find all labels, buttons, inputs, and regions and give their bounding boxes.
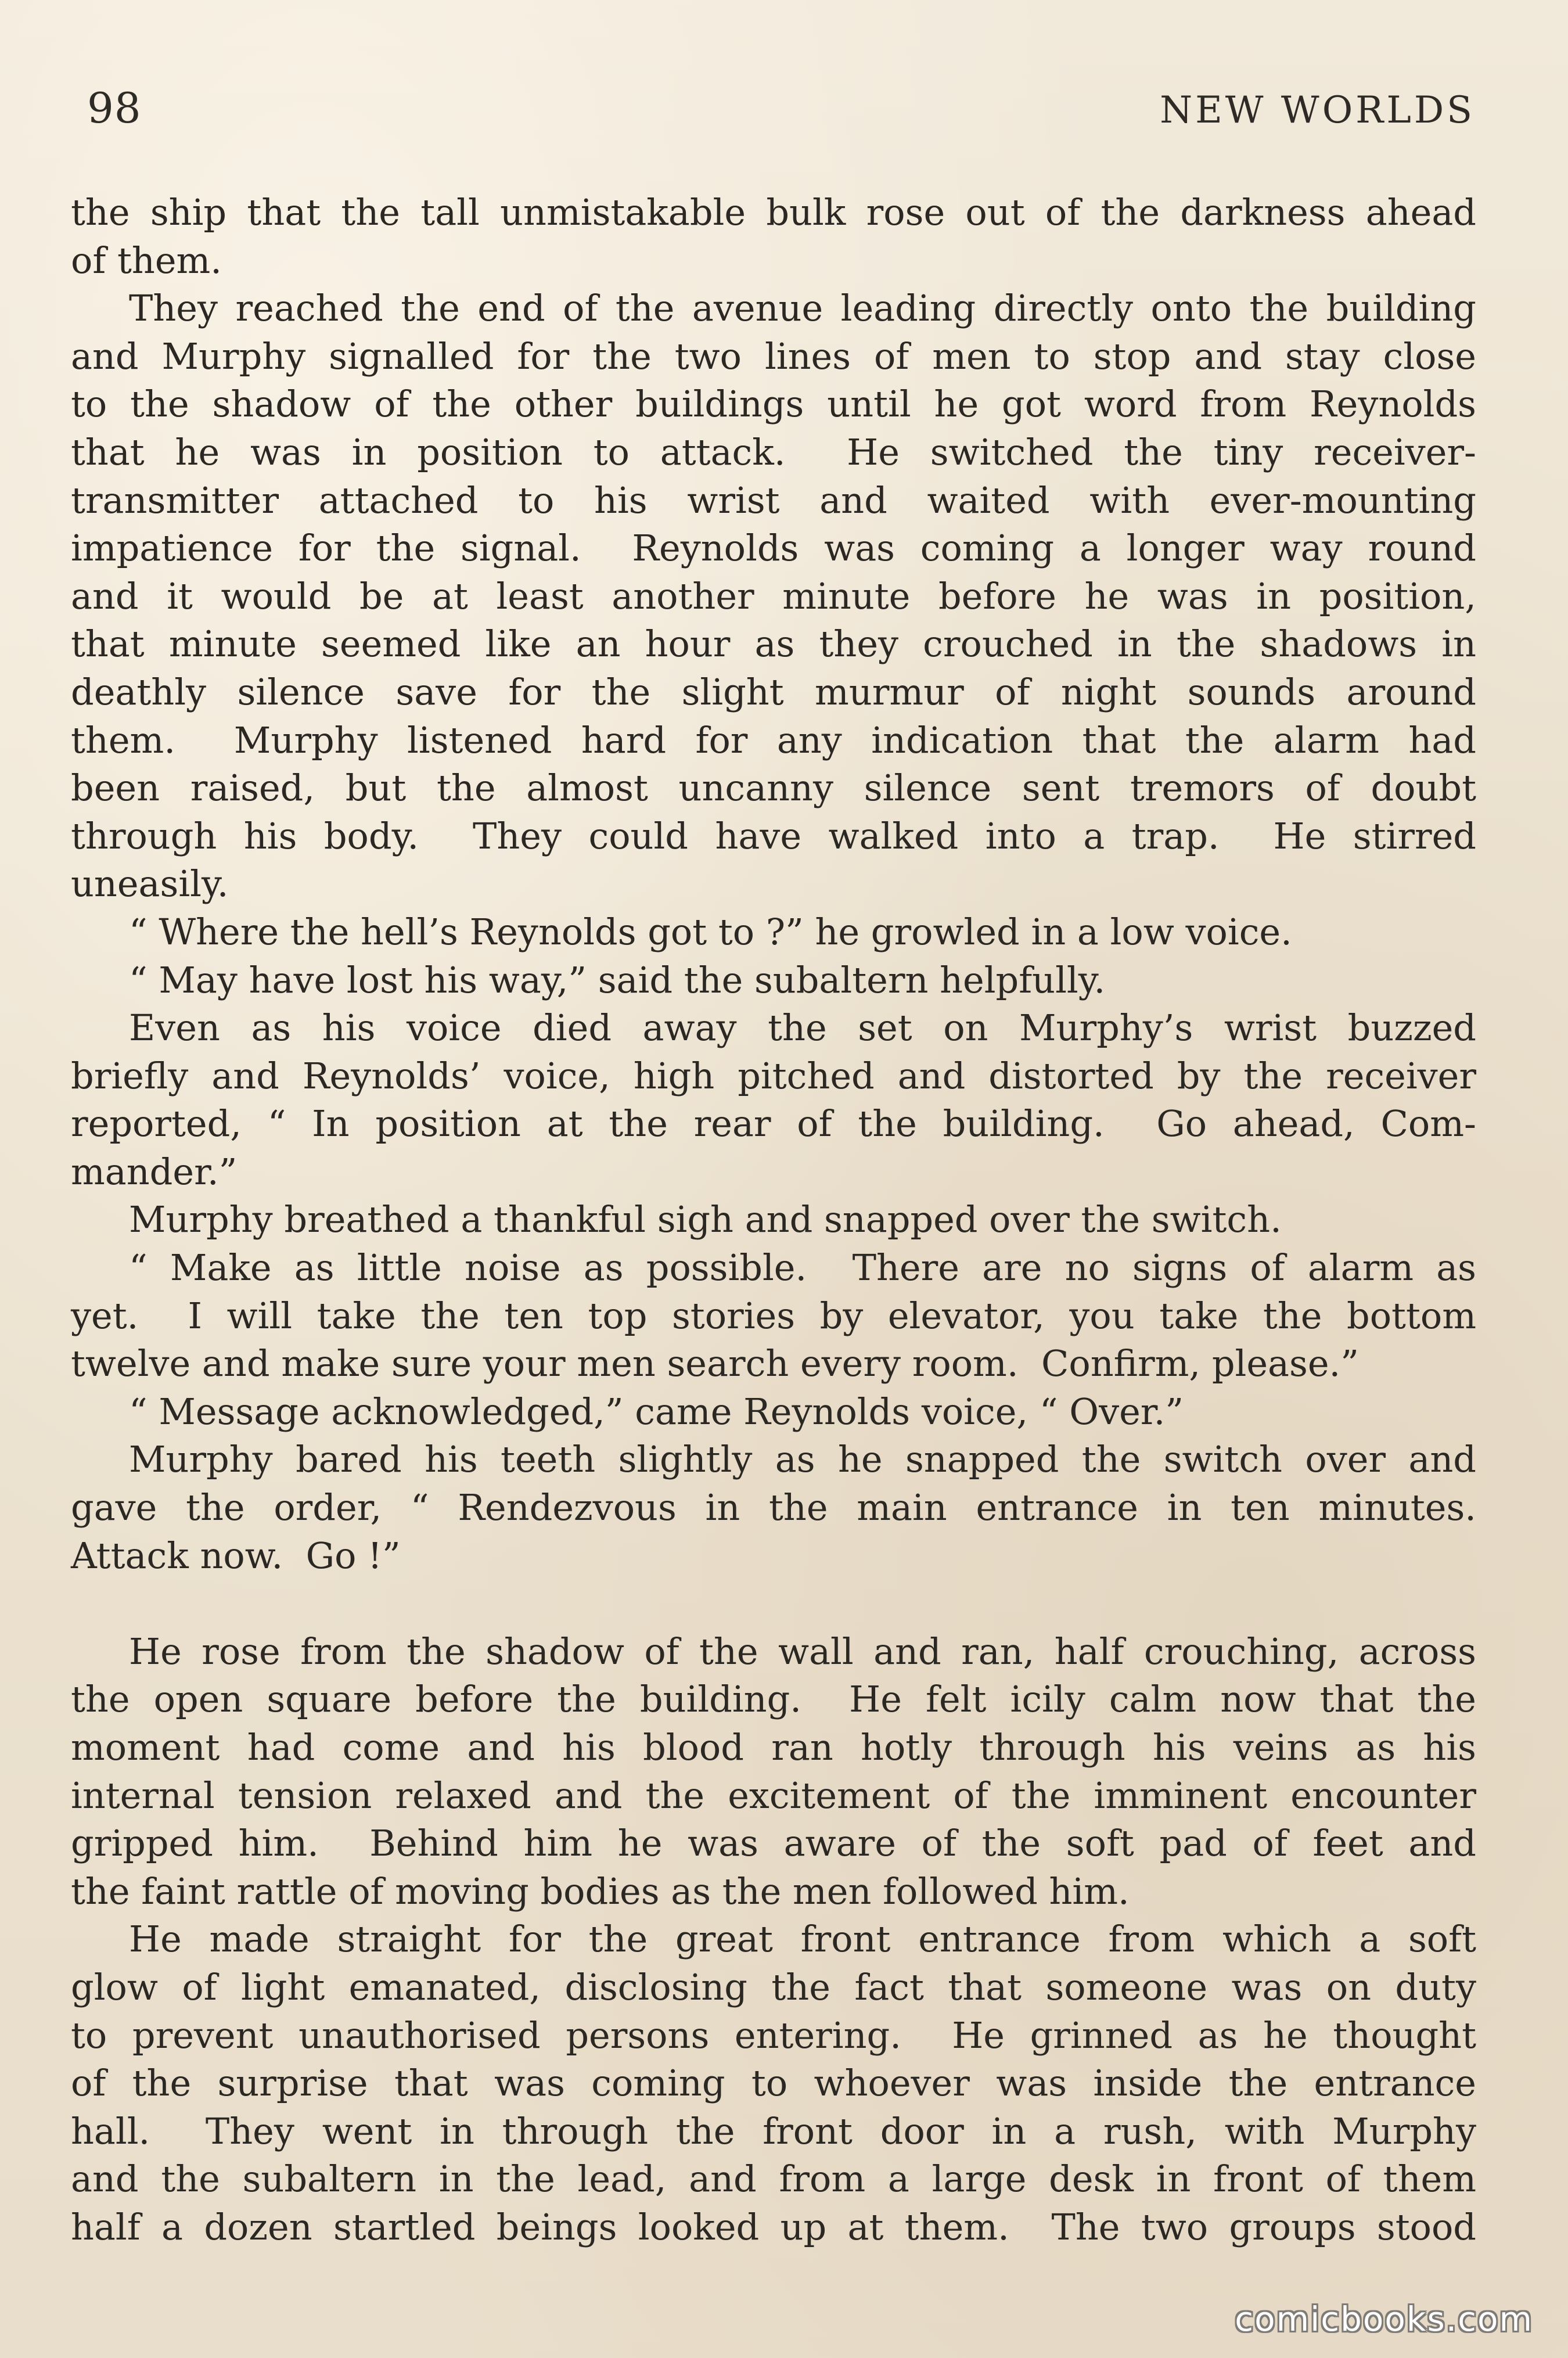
- text-line: Murphy breathed a thankful sigh and snapped over the switch.: [129, 1198, 1282, 1241]
- running-head: [0, 0, 1568, 174]
- text-line: of them.: [71, 239, 222, 282]
- text-line: the open square before the building. He felt icily calm now that the: [71, 1678, 1476, 1721]
- text-line: He made straight for the great front entrance from which a soft: [129, 1918, 1476, 1961]
- page-number: 98: [87, 84, 142, 132]
- text-line: “ Make as little noise as possible. There are no signs of alarm as: [129, 1246, 1476, 1289]
- text-line: glow of light emanated, disclosing the fact that someone was on duty: [71, 1965, 1476, 2008]
- text-line: the faint rattle of moving bodies as the men followed him.: [71, 1870, 1130, 1913]
- text-line: to prevent unauthorised persons entering. He grinned as he thought: [71, 2014, 1476, 2057]
- section-break: [71, 1580, 1476, 1628]
- text-line: “ Message acknowledged,” came Reynolds voice, “ Over.”: [129, 1390, 1184, 1433]
- text-line: transmitter attached to his wrist and waited with ever-mounting: [71, 479, 1476, 522]
- text-line: “ Where the hell’s Reynolds got to ?” he growled in a low voice.: [129, 910, 1292, 953]
- text-line: reported, “ In position at the rear of the building. Go ahead, Com-: [71, 1102, 1476, 1145]
- text-line: He rose from the shadow of the wall and ran, half crouching, across: [129, 1630, 1476, 1673]
- text-line: and Murphy signalled for the two lines of men to stop and stay close: [71, 335, 1476, 378]
- text-line: them. Murphy listened hard for any indication that the alarm had: [71, 718, 1476, 761]
- watermark: comicbooks.com: [1235, 2299, 1533, 2339]
- text-line: of the surprise that was coming to whoever was inside the entrance: [71, 2062, 1476, 2105]
- text-line: uneasily.: [71, 862, 229, 905]
- text-line: impatience for the signal. Reynolds was coming a longer way round: [71, 527, 1476, 570]
- text-line: internal tension relaxed and the excitement of the imminent encounter: [71, 1774, 1476, 1817]
- text-line: to the shadow of the other buildings until he got word from Reynolds: [71, 383, 1476, 426]
- text-line: through his body. They could have walked into a trap. He stirred: [71, 814, 1476, 857]
- text-line: gripped him. Behind him he was aware of the soft pad of feet and: [71, 1822, 1476, 1865]
- text-line: Attack now. Go !”: [71, 1534, 401, 1577]
- text-line: hall. They went in through the front door in a rush, with Murphy: [71, 2109, 1476, 2152]
- text-line: yet. I will take the ten top stories by elevator, you take the bottom: [71, 1294, 1476, 1337]
- text-line: that he was in position to attack. He switched the tiny receiver-: [71, 430, 1476, 473]
- text-line: They reached the end of the avenue leading directly onto the building: [129, 287, 1476, 330]
- running-title: NEW WORLDS: [1160, 89, 1475, 132]
- text-line: gave the order, “ Rendezvous in the main entrance in ten minutes.: [71, 1486, 1476, 1529]
- text-line: mander.”: [71, 1150, 238, 1193]
- text-line: been raised, but the almost uncanny silence sent tremors of doubt: [71, 767, 1476, 810]
- text-line: “ May have lost his way,” said the subaltern helpfully.: [129, 958, 1106, 1001]
- text-line: and the subaltern in the lead, and from a large desk in front of them: [71, 2158, 1476, 2201]
- text-line: twelve and make sure your men search every room. Confirm, please.”: [71, 1342, 1359, 1385]
- text-line: half a dozen startled beings looked up at them. The two groups stood: [71, 2205, 1476, 2248]
- text-line: moment had come and his blood ran hotly through his veins as his: [71, 1726, 1476, 1768]
- text-line: that minute seemed like an hour as they crouched in the shadows in: [71, 623, 1476, 666]
- text-line: and it would be at least another minute before he was in position,: [71, 574, 1476, 617]
- body-text: [71, 189, 1476, 2252]
- text-line: briefly and Reynolds’ voice, high pitched and distorted by the receiver: [71, 1054, 1476, 1097]
- text-line: deathly silence save for the slight murmur of night sounds around: [71, 670, 1476, 713]
- text-line: Even as his voice died away the set on Murphy’s wrist buzzed: [129, 1007, 1476, 1049]
- text-line: Murphy bared his teeth slightly as he snapped the switch over and: [129, 1438, 1476, 1481]
- text-line: the ship that the tall unmistakable bulk rose out of the darkness ahead: [71, 191, 1476, 233]
